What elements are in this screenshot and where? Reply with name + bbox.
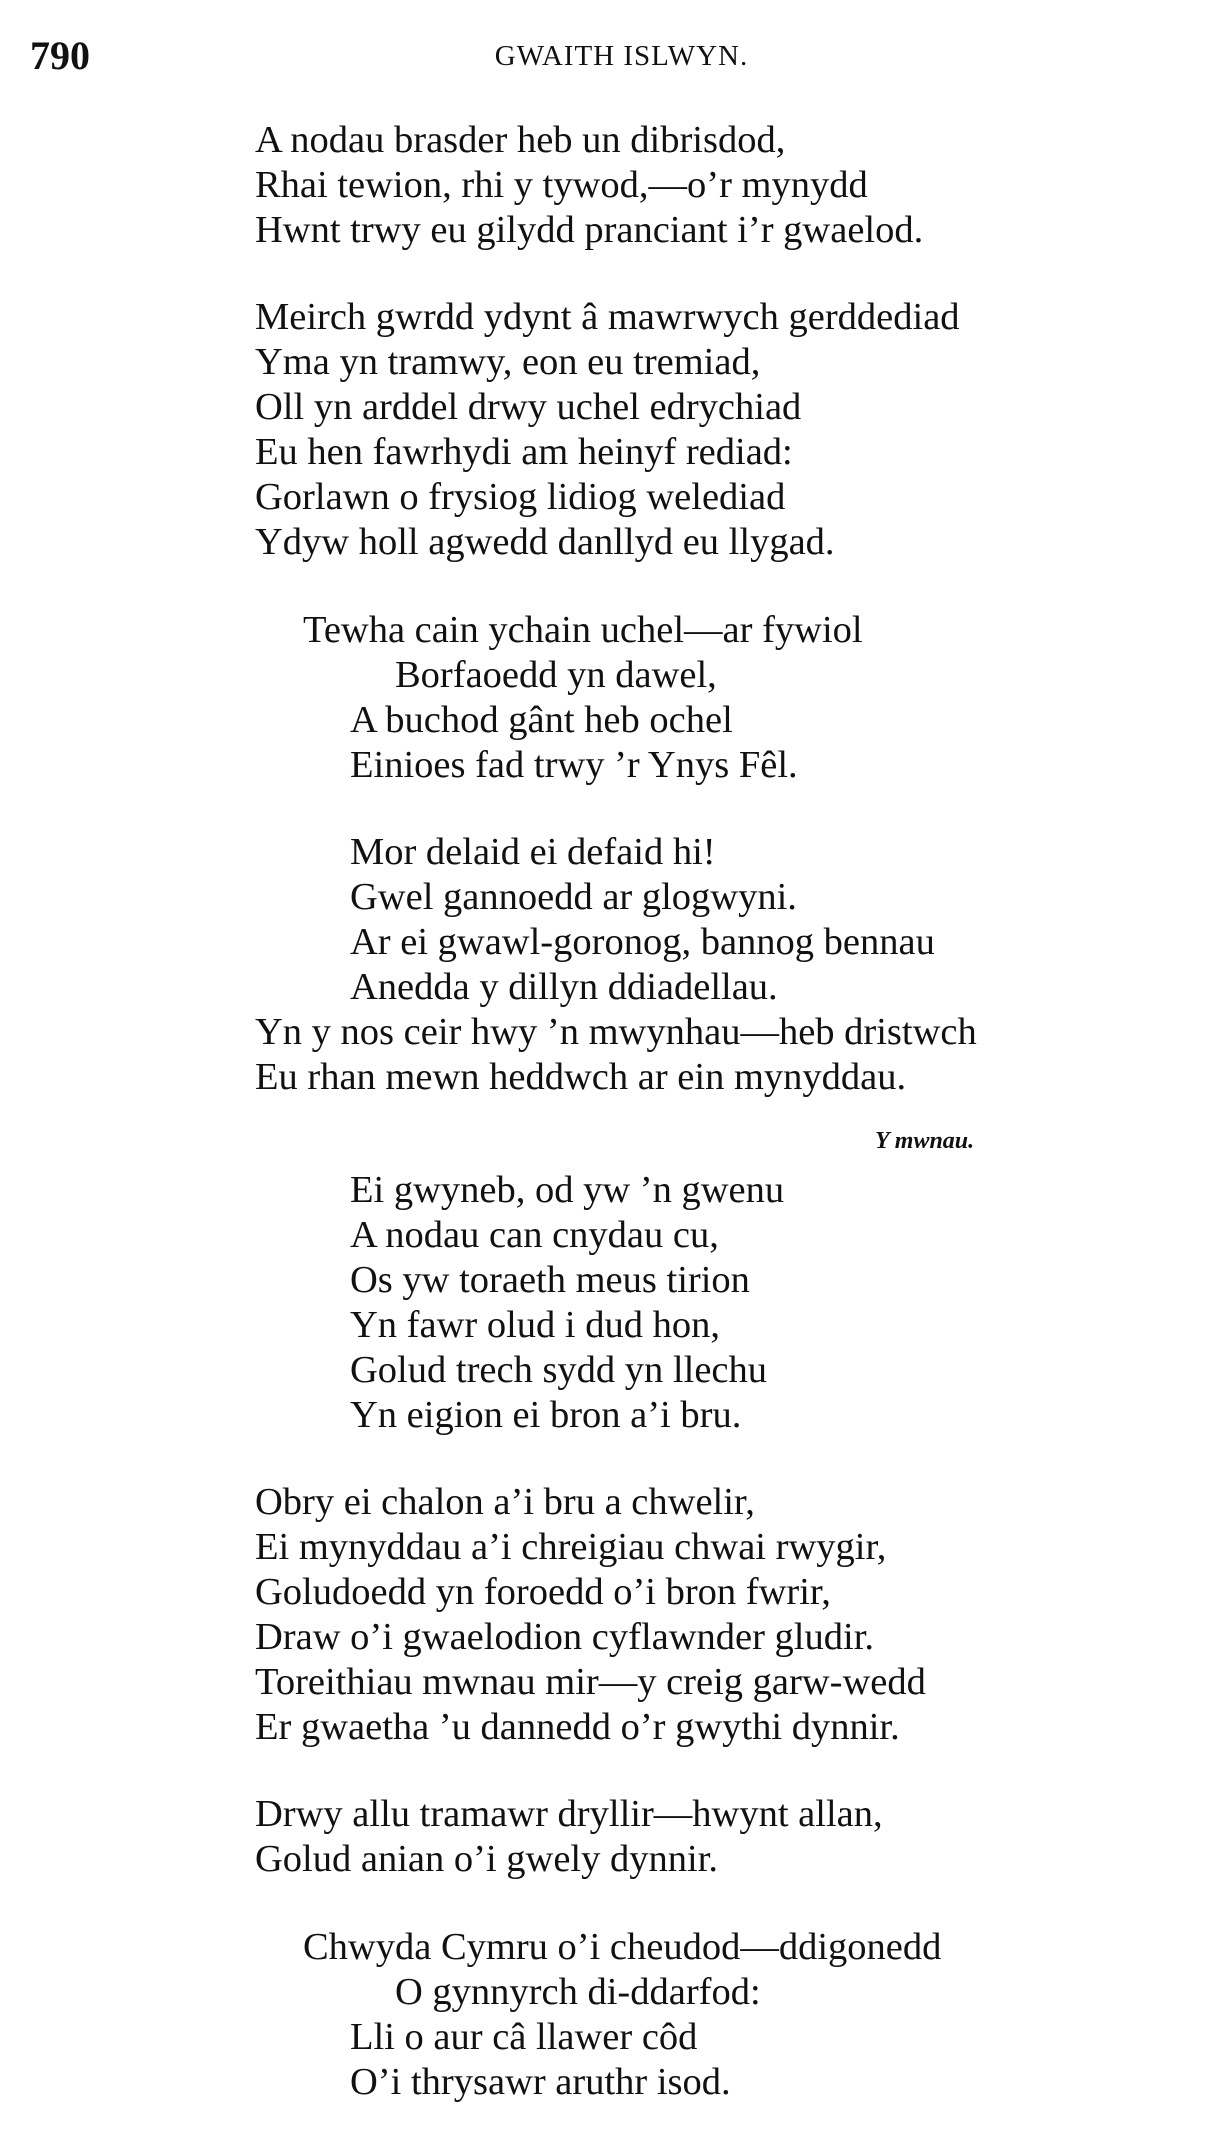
poem-line: Yn fawr olud i dud hon,	[350, 1304, 720, 1346]
poem-line: Goludoedd yn foroedd o’i bron fwrir,	[255, 1571, 831, 1613]
poem-line: Er gwaetha ’u dannedd o’r gwythi dynnir.	[255, 1706, 900, 1748]
poem-line: Chwyda Cymru o’i cheudod—ddigonedd	[303, 1926, 942, 1968]
poem-line: Mor delaid ei defaid hi!	[350, 831, 716, 873]
poem-line: Lli o aur câ llawer côd	[350, 2016, 698, 2058]
poem-line: Ei mynyddau a’i chreigiau chwai rwygir,	[255, 1526, 887, 1568]
poem-line: Yn y nos ceir hwy ’n mwynhau—heb dristwch	[255, 1011, 977, 1053]
running-head: GWAITH ISLWYN.	[494, 40, 749, 72]
poem-line: Yn eigion ei bron a’i bru.	[350, 1394, 742, 1436]
poem-line: O gynnyrch di-ddarfod:	[395, 1971, 761, 2013]
poem-line: O’i thrysawr aruthr isod.	[350, 2061, 731, 2103]
poem-line: Drwy allu tramawr dryllir—hwynt allan,	[255, 1793, 883, 1835]
poem-line: Eu hen fawrhydi am heinyf rediad:	[255, 431, 793, 473]
poem-line: Toreithiau mwnau mir—y creig garw-wedd	[255, 1661, 926, 1703]
poem-line: Golud trech sydd yn llechu	[350, 1349, 767, 1391]
poem-line: Tewha cain ychain uchel—ar fywiol	[303, 609, 863, 651]
poem-line: Obry ei chalon a’i bru a chwelir,	[255, 1481, 755, 1523]
poem-line: Gwel gannoedd ar glogwyni.	[350, 876, 797, 918]
poem-line: Hwnt trwy eu gilydd pranciant i’r gwaelod.	[255, 209, 924, 251]
poem-line: Rhai tewion, rhi y tywod,—o’r mynydd	[255, 164, 868, 206]
poem-line: Os yw toraeth meus tirion	[350, 1259, 750, 1301]
poem-line: Golud anian o’i gwely dynnir.	[255, 1838, 718, 1880]
poem-line: Yma yn tramwy, eon eu tremiad,	[255, 341, 761, 383]
page-number: 790	[30, 33, 90, 78]
poem-line: Einioes fad trwy ’r Ynys Fêl.	[350, 744, 798, 786]
poem-line: A nodau brasder heb un dibrisdod,	[255, 119, 786, 161]
poem-line: A nodau can cnydau cu,	[350, 1214, 719, 1256]
poem-line: Borfaoedd yn dawel,	[395, 654, 717, 696]
poem-line: Gorlawn o frysiog lidiog welediad	[255, 476, 786, 518]
poem-line: Ei gwyneb, od yw ’n gwenu	[350, 1169, 785, 1211]
poem-line: Ar ei gwawl-goronog, bannog bennau	[350, 921, 935, 963]
poem-line: Eu rhan mewn heddwch ar ein mynyddau.	[255, 1056, 907, 1098]
poem-line: Anedda y dillyn ddiadellau.	[350, 966, 778, 1008]
poem-line: Ydyw holl agwedd danllyd eu llygad.	[255, 521, 835, 563]
poem-line: Meirch gwrdd ydynt â mawrwych gerddediad	[255, 296, 960, 338]
poem-line: Draw o’i gwaelodion cyflawnder gludir.	[255, 1616, 875, 1658]
poem-line: Oll yn arddel drwy uchel edrychiad	[255, 386, 802, 428]
poem-line: A buchod gânt heb ochel	[350, 699, 733, 741]
section-rubric: Y mwnau.	[875, 1128, 975, 1154]
